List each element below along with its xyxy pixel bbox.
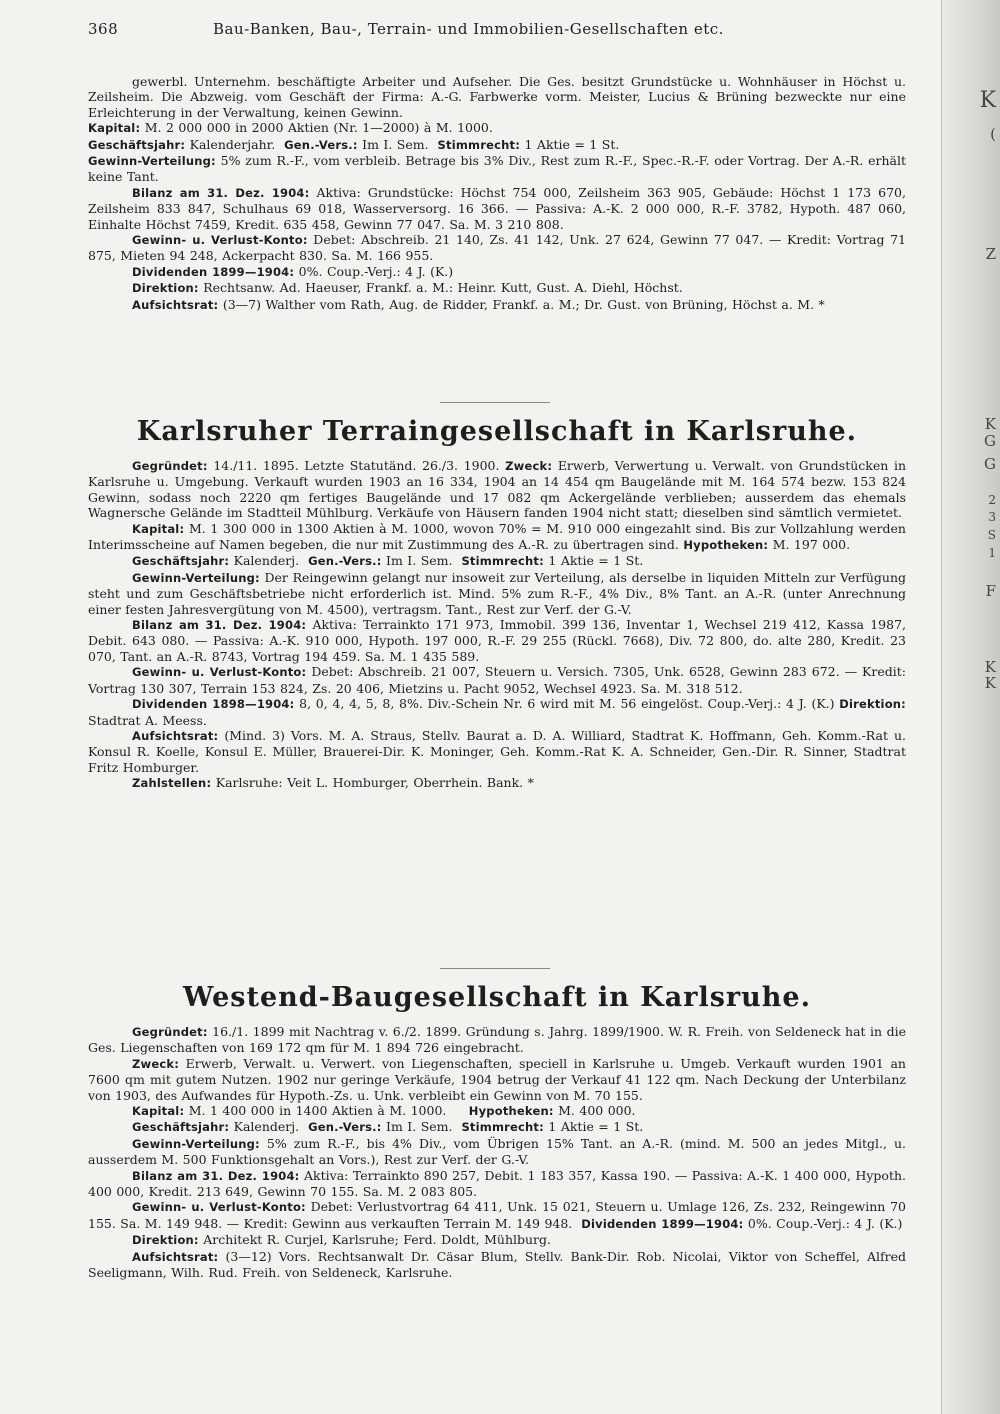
margin-fragment: K	[984, 415, 996, 433]
margin-fragment: K	[979, 88, 996, 113]
margin-fragment: 2	[988, 493, 996, 507]
company-title: Karlsruher Terraingesellschaft in Karlsruhe.	[136, 416, 858, 447]
entry-continuation	[88, 74, 906, 313]
margin-fragment: S	[987, 528, 996, 542]
management: Direktion: Rechtsanw. Ad. Haeuser, Frankf. a. M.: Heinr. Kutt, Gust. A. Diehl, Höchst.	[132, 280, 683, 296]
profit-loss-account: Gewinn- u. Verlust-Konto: Debet: Verlustvortrag 64 411, Unk. 15 021, Steuern u. Umlage 126, Zs. 232, Reingewinn 70 155. Sa. M. 149 948. — Kredit: Gewinn aus verkauften Terrain M. 149 948. Dividenden 1899—1904: 0%. Coup.-Verj.: 4 J. (K.)	[88, 1199, 906, 1231]
entry-westend-baugesellschaft	[88, 1024, 906, 1281]
entry-paragraph: gewerbl. Unternehm. beschäftigte Arbeiter und Aufseher. Die Ges. besitzt Grundstücke u. Wohnhäuser in Höchst u. Zeilsheim. Die Abzweig. vom Geschäft der Firma: A.-G. Farbwerke vorm. Meister, Lucius & Brüning bezweckte nur eine Erleichterung in der Verwaltung, keinen Gewinn.	[88, 74, 906, 120]
profit-distribution: Gewinn-Verteilung: 5% zum R.-F., vom verbleib. Betrage bis 3% Div., Rest zum R.-F., Spec.-R.-F. oder Vortrag. Der A.-R. erhält keine Tant.	[88, 153, 906, 185]
margin-fragment: K	[984, 658, 996, 676]
supervisory-board: Aufsichtsrat: (Mind. 3) Vors. M. A. Straus, Stellv. Baurat a. D. A. Williard, Stadtrat K. Hoffmann, Geh. Komm.-Rat u. Konsul R. Koelle, Konsul E. Müller, Brauerei-Dir. K. Moninger, Geh. Komm.-Rat K. A. Schneider, Gen.-Dir. R. Sinner, Stadtrat Fritz Homburger.	[88, 727, 906, 775]
fiscal-line: Geschäftsjahr: Kalenderjahr. Gen.-Vers.: Im I. Sem. Stimmrecht: 1 Aktie = 1 St.	[88, 136, 620, 152]
dividends: Dividenden 1899—1904: 0%. Coup.-Verj.: 4 J. (K.)	[132, 263, 454, 279]
margin-fragment: 3	[988, 510, 996, 524]
margin-fragment: 1	[988, 546, 996, 560]
fiscal-line: Geschäftsjahr: Kalenderj. Gen.-Vers.: Im I. Sem. Stimmrecht: 1 Aktie = 1 St.	[132, 553, 644, 569]
profit-loss-account: Gewinn- u. Verlust-Konto: Debet: Abschreib. 21 140, Zs. 41 142, Unk. 27 624, Gewinn 77 047. — Kredit: Vortrag 71 875, Mieten 94 248, Ackerpacht 830. Sa. M. 166 955.	[88, 232, 906, 264]
balance-sheet: Bilanz am 31. Dez. 1904: Aktiva: Grundstücke: Höchst 754 000, Zeilsheim 363 905, Gebäude: Höchst 1 173 670, Zeilsheim 833 847, Schulhaus 69 018, Wasserversorg. 16 366. — Passiva: A.-K. 2 000 000, R.-F. 3782, Hypoth. 487 060, Einhalte Höchst 7459, Kredit. 635 458, Gewinn 77 047. Sa. M. 3 210 808.	[88, 184, 906, 232]
section-divider	[440, 402, 550, 403]
facing-page-edge	[941, 0, 1000, 1414]
fiscal-line: Geschäftsjahr: Kalenderj. Gen.-Vers.: Im I. Sem. Stimmrecht: 1 Aktie = 1 St.	[132, 1119, 644, 1135]
company-title: Westend-Baugesellschaft in Karlsruhe.	[182, 982, 811, 1013]
page-number: 368	[88, 20, 119, 38]
margin-fragment: K	[984, 674, 996, 692]
running-title: Bau-Banken, Bau-, Terrain- und Immobilien-Gesellschaften etc.	[213, 20, 724, 38]
founding: Gegründet: 16./1. 1899 mit Nachtrag v. 6./2. 1899. Gründung s. Jahrg. 1899/1900. W. R. Freih. von Seldeneck hat in die Ges. Liegenschaften von 169 172 qm für M. 1 894 726 eingebracht.	[88, 1024, 906, 1056]
profit-loss-account: Gewinn- u. Verlust-Konto: Debet: Abschreib. 21 007, Steuern u. Versich. 7305, Unk. 6528, Gewinn 283 672. — Kredit: Vortrag 130 307, Terrain 153 824, Zs. 20 406, Mietzins u. Pacht 9052, Wechsel 4923. Sa. M. 318 512.	[88, 664, 906, 696]
entry-karlsruher-terraingesellschaft	[88, 458, 906, 792]
supervisory-board: Aufsichtsrat: (3—12) Vors. Rechtsanwalt Dr. Cäsar Blum, Stellv. Bank-Dir. Rob. Nicolai, Viktor von Scheffel, Alfred Seeligmann, Wilh. Rud. Freih. von Seldeneck, Karlsruhe.	[88, 1248, 906, 1281]
margin-fragment: G	[984, 455, 996, 473]
margin-fragment: (	[990, 125, 996, 143]
supervisory-board: Aufsichtsrat: (3—7) Walther vom Rath, Aug. de Ridder, Frankf. a. M.; Dr. Gust. von Brüning, Höchst a. M. *	[132, 296, 825, 312]
profit-distribution: Gewinn-Verteilung: 5% zum R.-F., bis 4% Div., vom Übrigen 15% Tant. an A.-R. (mind. M. 500 an jedes Mitgl., u. ausserdem M. 500 Funktionsgehalt an Vors.), Rest zur Verf. der G.-V.	[88, 1135, 906, 1168]
margin-fragment: G	[984, 432, 996, 450]
management: Direktion: Architekt R. Curjel, Karlsruhe; Ferd. Doldt, Mühlburg.	[132, 1232, 551, 1248]
margin-fragment: Z	[985, 245, 996, 263]
profit-distribution: Gewinn-Verteilung: Der Reingewinn gelangt nur insoweit zur Verteilung, als derselbe in liquiden Mitteln zur Verfügung steht und zum Geschäftsbetriebe nicht erforderlich ist. Mind. 5% zum R.-F., 4% Div., 8% Tant. an A.-R. (unter Anrechnung einer festen Jahresvergütung von M. 4500), vertragsm. Tant., Rest zur Verf. der G.-V.	[88, 569, 906, 617]
balance-sheet: Bilanz am 31. Dez. 1904: Aktiva: Terrainkto 171 973, Immobil. 399 136, Inventar 1, Wechsel 219 412, Kassa 1987, Debit. 643 080. — Passiva: A.-K. 910 000, Hypoth. 197 000, R.-F. 29 255 (Rückl. 7668), Div. 72 800, do. alte 280, Kredit. 23 070, Tant. an A.-R. 8743, Vortrag 194 459. Sa. M. 1 435 589.	[88, 617, 906, 664]
section-divider	[440, 968, 550, 969]
paying-agents: Zahlstellen: Karlsruhe: Veit L. Homburger, Oberrhein. Bank. *	[132, 775, 534, 791]
balance-sheet: Bilanz am 31. Dez. 1904: Aktiva: Terrainkto 890 257, Debit. 1 183 357, Kassa 190. — Passiva: A.-K. 1 400 000, Hypoth. 400 000, Kredit. 213 649, Gewinn 70 155. Sa. M. 2 083 805.	[88, 1167, 906, 1200]
margin-fragment: F	[985, 582, 996, 600]
founding: Gegründet: 14./11. 1895. Letzte Statutänd. 26./3. 1900. Zweck: Erwerb, Verwertung u. Verwalt. von Grundstücken in Karlsruhe u. Umgebung. Verkauft wurden 1903 an 16 334, 1904 an 14 454 qm Baugelände mit M. 164 574 bezw. 153 824 Gewinn, sodass noch 2220 qm fertiges Baugelände und 17 082 qm Ackergelände verblieben; ausserdem das ehemals Wagnersche Gelände im Stadtteil Mühlburg. Verkäufe von Häusern fanden 1904 nicht statt; dieselben sind sämtlich vermietet.	[88, 458, 906, 521]
kapital-line: Kapital: M. 1 400 000 in 1400 Aktien à M. 1000. Hypotheken: M. 400 000.	[132, 1103, 636, 1119]
kapital-line: Kapital: M. 1 300 000 in 1300 Aktien à M. 1000, wovon 70% = M. 910 000 eingezahlt sind. Bis zur Vollzahlung werden Interimsscheine auf Namen begeben, die nur mit Zustimmung des A.-R. zu übertragen sind. Hypotheken: M. 197 000.	[88, 520, 906, 553]
dividends: Dividenden 1898—1904: 8, 0, 4, 4, 5, 8, 8%. Div.-Schein Nr. 6 wird mit M. 56 eingelöst. Coup.-Verj.: 4 J. (K.) Direktion: Stadtrat A. Meess.	[88, 696, 906, 728]
purpose: Zweck: Erwerb, Verwalt. u. Verwert. von Liegenschaften, speciell in Karlsruhe u. Umgeb. Verkauft wurden 1901 an 7600 qm mit gutem Nutzen. 1902 nur geringe Verkäufe, 1904 betrug der Verkauf 41 122 qm. Nach Deckung der Unterbilanz von 1903, des Aufwandes für Hypoth.-Zs. u. Unk. verbleibt ein Gewinn von M. 70 155.	[88, 1055, 906, 1103]
kapital-line: Kapital: M. 2 000 000 in 2000 Aktien (Nr. 1—2000) à M. 1000.	[88, 120, 493, 136]
page-header	[88, 20, 888, 42]
